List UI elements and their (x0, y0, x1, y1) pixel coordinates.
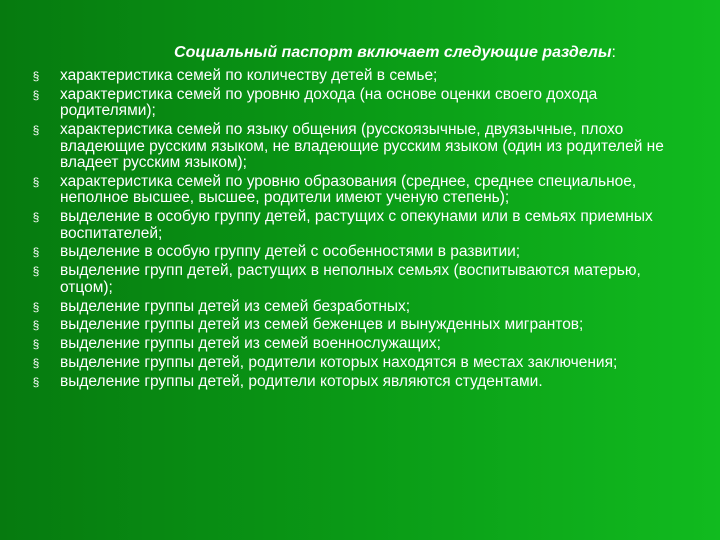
bullet-icon: § (32, 210, 40, 225)
list-item (30, 299, 690, 316)
list-item-text: характеристика семей по уровню образования (среднее, среднее специальное, неполное высшее, высшее, родители имеют ученую степень); (60, 172, 637, 207)
bullet-icon: § (32, 264, 40, 279)
slide-heading (60, 44, 700, 62)
list-item (30, 68, 690, 85)
sections-list (30, 68, 690, 393)
list-item (30, 87, 690, 120)
bullet-icon: § (32, 374, 40, 389)
list-item (30, 374, 690, 391)
list-item-text: выделение группы детей, родители которых находятся в местах заключения; (60, 353, 618, 371)
bullet-icon: § (32, 174, 40, 189)
heading-text: Социальный паспорт включает следующие разделы (174, 44, 612, 61)
list-item (30, 263, 690, 296)
bullet-icon: § (32, 87, 40, 102)
list-item-text: выделение группы детей из семей военнослужащих; (60, 335, 441, 353)
bullet-icon: § (32, 337, 40, 352)
bullet-icon: § (32, 355, 40, 370)
bullet-icon: § (32, 69, 40, 83)
list-item (30, 317, 690, 334)
list-item (30, 355, 690, 372)
list-item (30, 209, 690, 242)
list-item-text: выделение в особую группу детей, растущих с опекунами или в семьях приемных воспитателей; (60, 208, 653, 242)
list-item-text: характеристика семей по уровню дохода (на основе оценки своего дохода родителями); (60, 85, 598, 120)
list-item (30, 336, 690, 353)
heading-colon: : (611, 44, 616, 61)
list-item-text: выделение группы детей, родители которых являются студентами. (60, 372, 543, 390)
list-item-text: выделение группы детей из семей безработных; (60, 297, 411, 315)
bullet-icon: § (32, 245, 40, 260)
list-item-text: выделение группы детей из семей беженцев и вынужденных мигрантов; (60, 316, 584, 334)
list-item (30, 122, 690, 172)
bullet-icon: § (32, 123, 40, 138)
list-item-text: выделение в особую группу детей с особенностями в развитии; (60, 243, 521, 261)
list-item-text: выделение групп детей, растущих в неполных семьях (воспитываются матерью, отцом); (60, 262, 641, 296)
list-item (30, 244, 690, 261)
bullet-icon: § (32, 299, 40, 314)
list-item (30, 174, 690, 207)
list-item-text: характеристика семей по языку общения (русскоязычные, двуязычные, плохо владеющие русским языком, не владеющие русским языком (один из родителей не владеет русским языком); (60, 121, 664, 172)
bullet-icon: § (32, 318, 40, 333)
list-item-text: характеристика семей по количеству детей в семье; (60, 67, 438, 84)
